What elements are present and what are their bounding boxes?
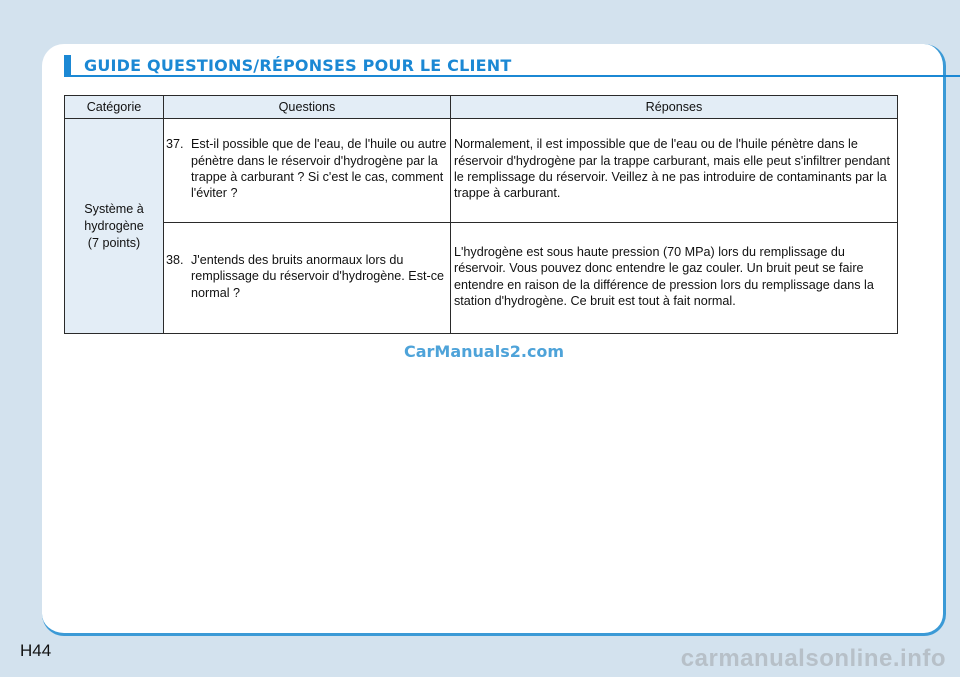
column-header-category: Catégorie: [65, 96, 164, 119]
page-number: H44: [20, 641, 52, 660]
header-accent: [64, 55, 71, 77]
category-cell: [65, 119, 164, 334]
question-text: Est-il possible que de l'eau, de l'huile ou autre pénètre dans le réservoir d'hydrogène par la trappe à carburant ? Si c'est le cas, comment l'éviter ?: [191, 137, 447, 201]
question-number: 37.: [166, 137, 184, 152]
category-points: (7 points): [87, 235, 141, 250]
category-line: hydrogène: [84, 218, 144, 233]
question-text: J'entends des bruits anormaux lors du remplissage du réservoir d'hydrogène. Est-ce normal ?: [191, 252, 445, 300]
answer-cell: L'hydrogène est sous haute pression (70 MPa) lors du remplissage du réservoir. Vous pouvez donc entendre le gaz couler. Un bruit peut se faire entendre en raison de la différence de pression lors du remplissage dans la station d'hydrogène. Ce bruit est tout à fait normal.: [451, 223, 898, 334]
category-line: Système à: [84, 201, 144, 216]
column-header-answers: Réponses: [451, 96, 898, 119]
watermark-link[interactable]: CarManuals2.com: [404, 342, 565, 361]
footer-watermark: carmanualsonline.info: [680, 645, 946, 672]
question-cell: [164, 119, 451, 223]
qa-table: [64, 95, 898, 334]
table-row: [65, 119, 898, 223]
table-row: [65, 223, 898, 334]
section-header: [64, 55, 960, 77]
section-title: GUIDE QUESTIONS/RÉPONSES POUR LE CLIENT: [84, 56, 512, 75]
question-number: 38.: [166, 252, 184, 267]
question-cell: [164, 223, 451, 334]
table-header-row: [65, 96, 898, 119]
answer-cell: Normalement, il est impossible que de l'eau ou de l'huile pénètre dans le réservoir d'hydrogène par la trappe carburant, mais elle peut s'infiltrer pendant le remplissage du réservoir. Veillez à ne pas introduire de contaminants par la trappe à carburant.: [451, 119, 898, 223]
column-header-questions: Questions: [164, 96, 451, 119]
header-rule: [64, 75, 960, 77]
